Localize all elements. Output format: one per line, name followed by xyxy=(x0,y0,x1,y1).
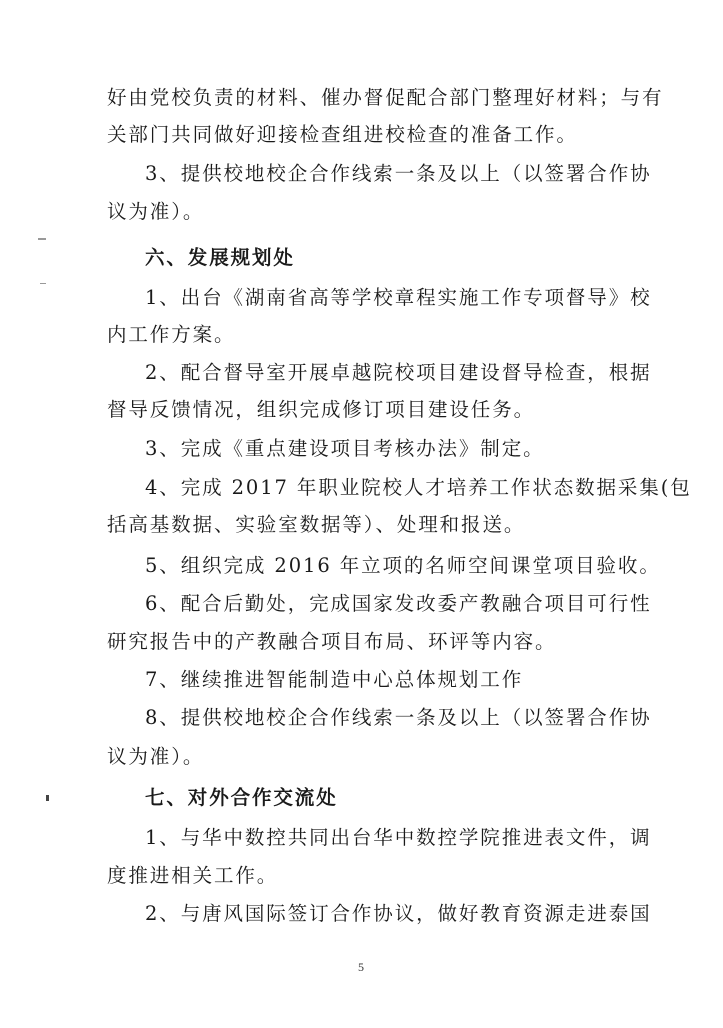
paragraph-line: 研究报告中的产教融合项目布局、环评等内容。 xyxy=(107,630,557,653)
scan-speck xyxy=(46,795,49,801)
paragraph-line: 内工作方案。 xyxy=(107,323,236,346)
scan-speck xyxy=(40,283,46,284)
paragraph-line: 度推进相关工作。 xyxy=(107,864,279,887)
list-item: 6、配合后勤处，完成国家发改委产教融合项目可行性 xyxy=(145,592,652,615)
list-item: 4、完成 2017 年职业院校人才培养工作状态数据采集(包 xyxy=(145,476,692,499)
paragraph-line: 关部门共同做好迎接检查组进校检查的准备工作。 xyxy=(107,123,578,146)
page-number: 5 xyxy=(358,960,364,974)
paragraph-line: 议为准）。 xyxy=(107,200,205,223)
paragraph-line: 括高基数据、实验室数据等）、处理和报送。 xyxy=(107,513,526,536)
list-item: 2、配合督导室开展卓越院校项目建设督导检查，根据 xyxy=(145,361,652,384)
paragraph-line: 督导反馈情况，组织完成修订项目建设任务。 xyxy=(107,398,536,421)
section-heading: 六、发展规划处 xyxy=(145,246,295,269)
section-heading: 七、对外合作交流处 xyxy=(145,786,338,809)
list-item: 8、提供校地校企合作线索一条及以上（以签署合作协 xyxy=(145,706,652,729)
list-item: 7、继续推进智能制造中心总体规划工作 xyxy=(145,668,524,691)
paragraph-line: 议为准）。 xyxy=(107,745,205,768)
list-item: 3、完成《重点建设项目考核办法》制定。 xyxy=(145,437,545,460)
list-item: 3、提供校地校企合作线索一条及以上（以签署合作协 xyxy=(145,162,652,185)
list-item: 5、组织完成 2016 年立项的名师空间课堂项目验收。 xyxy=(145,554,661,577)
scan-speck xyxy=(38,238,46,240)
list-item: 1、出台《湖南省高等学校章程实施工作专项督导》校 xyxy=(145,286,652,309)
list-item: 2、与唐风国际签订合作协议，做好教育资源走进泰国 xyxy=(145,902,652,925)
list-item: 1、与华中数控共同出台华中数控学院推进表文件，调 xyxy=(145,826,652,849)
paragraph-line: 好由党校负责的材料、催办督促配合部门整理好材料；与有 xyxy=(107,86,664,109)
